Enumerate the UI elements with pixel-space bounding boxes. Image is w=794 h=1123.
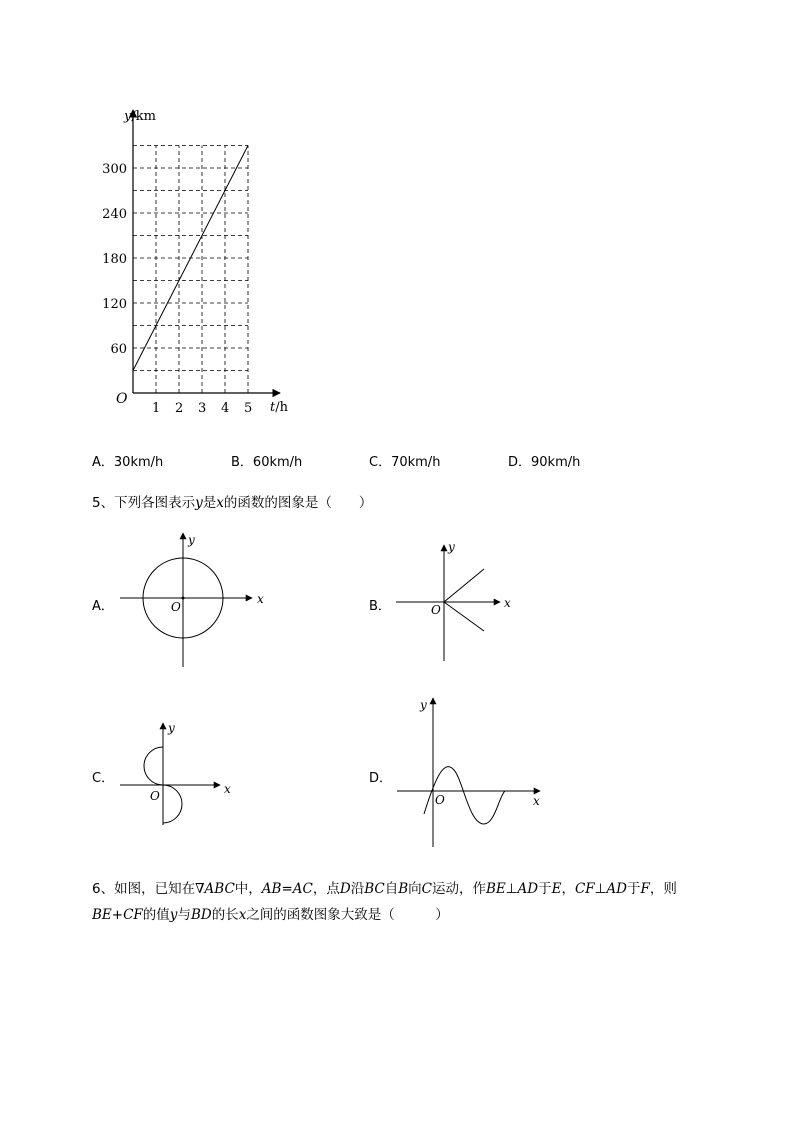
svg-text:x: x	[533, 794, 540, 808]
math-variable: x	[238, 907, 247, 923]
math-variable: D	[339, 881, 351, 897]
math-variable: y	[169, 907, 178, 923]
graph-d-wave	[395, 692, 555, 852]
y-tick-label: 300	[102, 162, 127, 177]
text-run: 6、如图，已知在	[92, 881, 196, 897]
math-variable: CF	[574, 881, 595, 897]
svg-text:y: y	[188, 533, 195, 547]
question-5-text: 5、下列各图表示y是x的函数的图象是（ ）	[92, 495, 373, 511]
x-axis-label: t/h	[270, 400, 288, 415]
math-variable: AB	[261, 881, 282, 897]
graph-c-semicircles	[110, 715, 240, 830]
text-run: ⊥	[594, 881, 607, 897]
svg-text:y: y	[420, 698, 427, 712]
math-variable: BE	[92, 907, 112, 923]
math-variable: BC	[364, 881, 385, 897]
math-variable: AD	[606, 881, 627, 897]
svg-text:y: y	[168, 721, 175, 735]
y-tick-label: 60	[110, 342, 127, 357]
math-variable: BD	[190, 907, 212, 923]
text-run: ⊥	[505, 881, 518, 897]
option-b[interactable]: B．60km/h	[231, 455, 303, 470]
option-c[interactable]: C．70km/h	[369, 455, 441, 470]
text-run: 的值	[142, 907, 170, 923]
graph-b-label[interactable]: B．	[369, 599, 391, 614]
svg-text:x: x	[504, 596, 511, 610]
option-a[interactable]: A．30km/h	[92, 455, 164, 470]
question-6-line-1	[92, 877, 677, 897]
math-variable: ∇ABC	[195, 881, 235, 897]
graph-d-label[interactable]: D．	[369, 771, 393, 786]
text-run: 中，	[234, 881, 262, 897]
x-tick-label: 1	[152, 401, 161, 416]
y-tick-label: 240	[102, 207, 127, 222]
chart-grid	[133, 146, 248, 394]
distance-time-chart	[100, 100, 300, 420]
text-run: +	[111, 907, 124, 923]
text-run: 运动，作	[431, 881, 486, 897]
svg-text:x: x	[257, 592, 264, 606]
math-variable: BE	[485, 881, 506, 897]
math-variable: E	[551, 881, 562, 897]
text-run: 于	[627, 881, 641, 897]
math-variable: B	[398, 881, 409, 897]
text-run: ，则	[649, 881, 677, 897]
y-tick-label: 180	[102, 252, 127, 267]
math-variable: AD	[517, 881, 539, 897]
text-run: 的长	[211, 907, 239, 923]
math-variable: C	[421, 881, 432, 897]
text-run: 与	[177, 907, 191, 923]
graph-b-rays	[390, 535, 520, 665]
text-run: ，点	[312, 881, 340, 897]
option-d[interactable]: D．90km/h	[508, 455, 581, 470]
svg-text:O: O	[171, 600, 181, 614]
svg-text:y: y	[448, 540, 455, 554]
graph-a-label[interactable]: A．	[92, 599, 114, 614]
text-run: 之间的函数图象大致是（ ）	[246, 907, 449, 923]
x-tick-label: 2	[175, 401, 184, 416]
y-axis-label: y/km	[124, 109, 156, 124]
origin-label: O	[116, 391, 128, 407]
svg-text:O: O	[431, 603, 441, 617]
x-tick-label: 3	[198, 401, 207, 416]
text-run: =	[281, 881, 293, 897]
math-variable: F	[640, 881, 650, 897]
y-tick-label: 120	[102, 297, 127, 312]
text-run: 自	[384, 881, 399, 897]
svg-text:O: O	[435, 793, 445, 807]
x-tick-label: 5	[244, 401, 253, 416]
graph-c-label[interactable]: C．	[92, 771, 115, 786]
x-tick-label: 4	[221, 401, 230, 416]
svg-text:O: O	[150, 789, 160, 803]
text-run: 沿	[350, 881, 365, 897]
text-run: 向	[408, 881, 422, 897]
graph-a-circle	[110, 525, 270, 673]
question-6-line-2	[92, 903, 449, 923]
text-run: ，	[561, 881, 575, 897]
math-variable: CF	[123, 907, 143, 923]
math-variable: AC	[292, 881, 313, 897]
text-run: 于	[538, 881, 552, 897]
svg-text:x: x	[224, 782, 231, 796]
